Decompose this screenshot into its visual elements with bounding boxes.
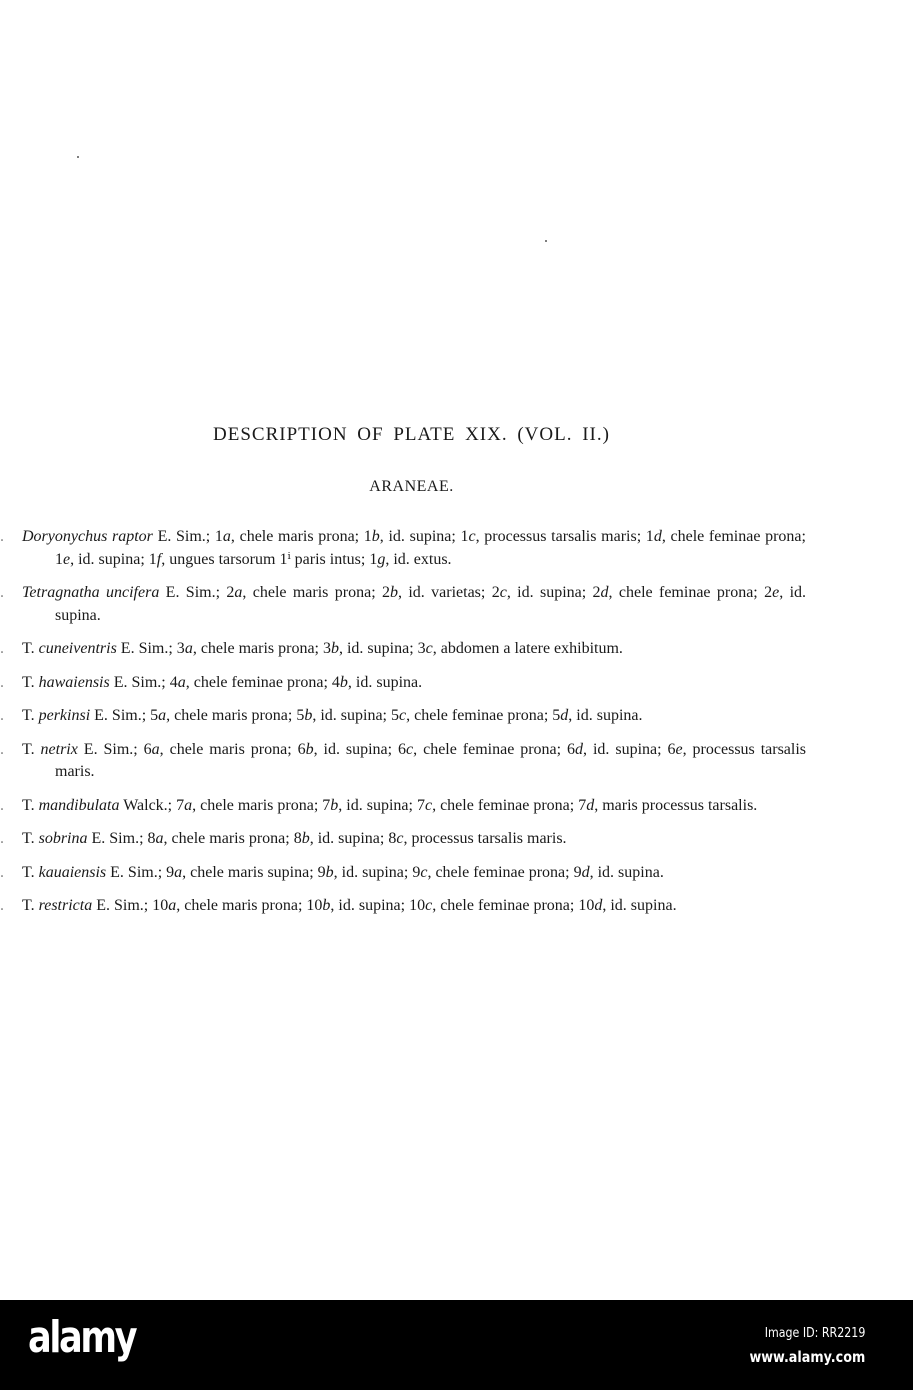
entry-text: , chele maris prona; 7 — [192, 796, 331, 814]
italic-text: b — [301, 830, 310, 847]
entry-text: , id. supina; 8 — [309, 830, 397, 847]
italic-text: sobrina — [38, 830, 88, 847]
entry-text: Walck.; 7 — [119, 796, 185, 814]
plate-entry-5 — [0, 705, 806, 728]
entry-text: , chele feminae prona; 6 — [413, 740, 576, 758]
italic-text: a — [158, 707, 167, 724]
entry-text: , chele maris prona; 10 — [176, 897, 323, 914]
entry-text: , chele maris prona; 5 — [166, 707, 305, 724]
page-title: DESCRIPTION OF PLATE XIX. (VOL. II.) — [213, 424, 610, 445]
section-heading: ARANEAE. — [369, 478, 454, 495]
entry-text: , id. supina; 10 — [330, 897, 426, 914]
italic-text: d — [594, 897, 603, 914]
margin-mark: . — [0, 796, 4, 814]
italic-text: b — [305, 740, 314, 758]
entry-text: , id. supina; 6 — [313, 740, 407, 758]
plate-entry-10 — [0, 895, 806, 918]
italic-text: b — [330, 640, 339, 657]
entry-text: , id. supina. — [568, 707, 643, 724]
italic-text: a — [234, 584, 243, 601]
entry-text: , id. supina; 9 — [333, 863, 421, 881]
entry-text: , id. supina; 1 — [379, 528, 469, 545]
plate-entry-3 — [0, 638, 806, 661]
entry-text: , id. supina. — [55, 584, 807, 624]
italic-text: d — [581, 863, 590, 881]
alamy-logo: alamy — [28, 1312, 136, 1363]
margin-mark: . — [0, 673, 4, 691]
plate-entry-9 — [0, 862, 806, 885]
italic-text: c — [396, 830, 404, 847]
entry-text: , chele maris prona; 1 — [230, 528, 372, 545]
entry-text: , maris processus tarsalis. — [594, 796, 758, 814]
italic-text: b — [322, 897, 331, 914]
margin-mark: . — [0, 584, 4, 601]
entry-text: , id. supina; 3 — [338, 640, 426, 657]
italic-text: b — [304, 707, 313, 724]
entry-text: , chele maris prona; 8 — [163, 830, 302, 847]
italic-text: b — [330, 796, 339, 814]
italic-text: a — [174, 863, 183, 881]
plate-entry-7 — [0, 795, 806, 818]
entry-text: , chele feminae prona; 5 — [406, 707, 561, 724]
italic-text: g — [377, 550, 386, 568]
entry-text: , chele maris supina; 9 — [182, 863, 326, 881]
italic-text: perkinsi — [38, 707, 91, 724]
entry-text: T. — [22, 740, 41, 758]
margin-mark: . — [0, 528, 4, 545]
italic-text: b — [390, 584, 398, 601]
italic-text: e — [772, 584, 780, 601]
entry-text: , id. supina. — [347, 673, 423, 691]
entry-text: , chele feminae prona; 2 — [608, 584, 773, 601]
scan-speck — [77, 156, 79, 158]
entry-text: , chele feminae prona; 10 — [432, 897, 595, 914]
entry-text: , abdomen a latere exhibitum. — [432, 640, 623, 657]
italic-text: kauaiensis — [38, 863, 107, 881]
entry-text: T. — [22, 796, 39, 814]
entry-text: E. Sim.; 2 — [159, 584, 235, 601]
site-url: www.alamy.com — [749, 1348, 865, 1366]
entry-text: , chele feminae prona; 9 — [427, 863, 582, 881]
italic-text: d — [560, 707, 569, 724]
italic-text: b — [339, 673, 348, 691]
margin-mark: . — [0, 863, 4, 881]
italic-text: hawaiensis — [38, 673, 110, 691]
italic-text: a — [155, 830, 164, 847]
entry-text: T. — [22, 673, 39, 691]
italic-text: b — [371, 528, 380, 545]
entry-text: , id. supina. — [602, 897, 677, 914]
entry-text: , id. supina; 7 — [338, 796, 425, 814]
entry-text: , chele maris prona; 3 — [192, 640, 331, 657]
margin-mark: . — [0, 830, 4, 847]
entry-text: E. Sim.; 8 — [87, 830, 156, 847]
plate-entry-8 — [0, 828, 806, 851]
entry-text: , id. supina; 1 — [70, 550, 157, 568]
italic-text: c — [420, 863, 428, 881]
scan-speck — [545, 240, 547, 242]
image-id-label: Image ID: RR2219 — [764, 1326, 865, 1341]
entry-text: E. Sim.; 1 — [152, 528, 223, 545]
italic-text: a — [184, 796, 193, 814]
entry-text: T. — [22, 897, 39, 914]
margin-mark: . — [0, 897, 4, 914]
entry-text: E. Sim.; 10 — [92, 897, 169, 914]
italic-text: mandibulata — [38, 796, 120, 814]
entry-text: T. — [22, 863, 39, 881]
margin-mark: . — [0, 707, 4, 724]
italic-text: a — [184, 640, 193, 657]
italic-text: a — [177, 673, 186, 691]
entry-text: , processus tarsalis maris; 1 — [475, 528, 654, 545]
italic-text: d — [575, 740, 584, 758]
entry-text: T. — [22, 707, 39, 724]
entry-text: , id. varietas; 2 — [398, 584, 500, 601]
plate-entry-2 — [0, 582, 807, 627]
italic-text: a — [151, 740, 160, 758]
entry-text: T. — [22, 640, 39, 657]
italic-text: c — [424, 796, 433, 814]
italic-text: d — [600, 584, 609, 601]
entry-text: E. Sim.; 5 — [90, 707, 159, 724]
entry-text: , processus tarsalis maris. — [403, 830, 567, 847]
entry-text: , id. supina. — [589, 863, 664, 881]
entry-text: , chele maris prona; 2 — [242, 584, 390, 601]
italic-text: a — [168, 897, 177, 914]
italic-text: e — [63, 550, 71, 568]
italic-text: c — [499, 584, 507, 601]
entry-text: , id. supina; 5 — [312, 707, 399, 724]
entry-text: , ungues tarsorum 1ⁱ paris intus; 1 — [161, 550, 378, 568]
italic-text: Tetragnatha uncifera — [22, 584, 160, 601]
entry-text: E. Sim.; 9 — [106, 863, 175, 881]
entry-text: , id. extus. — [385, 550, 452, 568]
watermark-bar — [0, 1300, 913, 1390]
italic-text: c — [425, 640, 433, 657]
margin-mark: . — [0, 740, 4, 758]
entry-text: , chele maris prona; 6 — [159, 740, 306, 758]
entry-text: E. Sim.; 4 — [109, 673, 178, 691]
italic-text: d — [586, 796, 595, 814]
plate-entry-4 — [0, 672, 806, 695]
italic-text: netrix — [40, 740, 78, 758]
entry-text: , id. supina; 2 — [506, 584, 601, 601]
plate-entry-6 — [0, 739, 807, 784]
entry-text: E. Sim.; 3 — [116, 640, 185, 657]
entry-text: , chele feminae prona; 7 — [432, 796, 587, 814]
italic-text: restricta — [38, 897, 93, 914]
entry-text: , id. supina; 6 — [583, 740, 676, 758]
margin-mark: . — [0, 640, 4, 657]
italic-text: f — [156, 550, 162, 568]
italic-text: c — [425, 897, 433, 914]
plate-entry-1 — [0, 526, 806, 571]
italic-text: b — [325, 863, 334, 881]
italic-text: d — [653, 528, 662, 545]
entry-text: E. Sim.; 6 — [77, 740, 152, 758]
plate-description-list — [0, 526, 807, 929]
italic-text: c — [468, 528, 476, 545]
italic-text: e — [675, 740, 683, 758]
italic-text: a — [222, 528, 231, 545]
entry-text: , chele feminae prona; 4 — [185, 673, 340, 691]
italic-text: Doryonychus raptor — [22, 528, 153, 545]
italic-text: c — [399, 707, 407, 724]
entry-text: , processus tarsalis maris. — [55, 740, 807, 780]
italic-text: c — [406, 740, 414, 758]
entry-text: , chele feminae prona; 1 — [55, 528, 806, 568]
entry-text: T. — [22, 830, 39, 847]
italic-text: cuneiventris — [38, 640, 117, 657]
